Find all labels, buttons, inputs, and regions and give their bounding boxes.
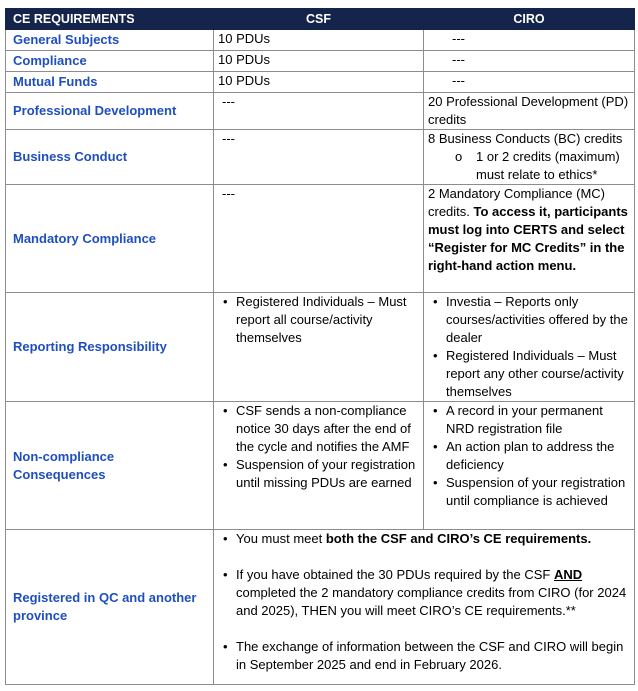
header-csf: CSF [214, 9, 424, 30]
header-ciro: CIRO [424, 9, 635, 30]
csf-mutual-funds: 10 PDUs [214, 72, 424, 93]
bullet-2-and-underline: AND [553, 567, 583, 582]
row-general-subjects [6, 30, 635, 51]
csf-mandatory-compliance: --- [214, 185, 424, 293]
csf-non-compliance-list [218, 402, 419, 492]
label-mutual-funds: Mutual Funds [6, 72, 214, 93]
ciro-business-conduct-main: 8 Business Conducts (BC) credits [428, 131, 623, 146]
ciro-non-compliance-consequences [424, 402, 635, 530]
row-mutual-funds [6, 72, 635, 93]
header-row [6, 9, 635, 30]
ciro-mandatory-compliance-instructions: To access it, participants must log into CERTS and select “Register for MC Credits” in the right-hand action menu. [428, 204, 628, 273]
list-item: • Suspension of your registration until compliance is achieved [428, 474, 630, 510]
list-item: • Registered Individuals – Must report any other course/activity themselves [428, 347, 630, 401]
label-professional-development: Professional Development [6, 93, 214, 130]
csf-reporting-responsibility [214, 293, 424, 402]
ciro-professional-development: 20 Professional Development (PD) credits [424, 93, 635, 130]
label-registered-qc: Registered in QC and another province [6, 530, 214, 685]
bullet-2-and [554, 567, 582, 582]
ciro-mutual-funds: --- [424, 72, 635, 93]
bullet-2-after: completed the 2 mandatory compliance credits from CIRO (for 2024 and 2025), THEN you will meet CIRO’s CE requirements.** [236, 585, 627, 618]
spacer [218, 548, 630, 566]
ciro-general-subjects: --- [424, 30, 635, 51]
label-general-subjects: General Subjects [6, 30, 214, 51]
ciro-mandatory-compliance-text: 2 Mandatory Compliance (MC) credits. [428, 186, 606, 219]
ciro-business-conduct-sublist [428, 148, 630, 184]
ciro-mandatory-compliance [424, 185, 635, 293]
list-item [218, 530, 630, 548]
ce-requirements-table [5, 8, 635, 685]
registered-qc-list [218, 530, 630, 674]
csf-business-conduct: --- [214, 130, 424, 185]
ciro-reporting-list [428, 293, 630, 401]
label-compliance: Compliance [6, 51, 214, 72]
row-mandatory-compliance [6, 185, 635, 293]
list-item: • An action plan to address the deficiency [428, 438, 630, 474]
spacer [218, 620, 630, 638]
list-item: • Registered Individuals – Must report all course/activity themselves [218, 293, 419, 347]
row-professional-development [6, 93, 635, 130]
csf-reporting-list [218, 293, 419, 347]
csf-general-subjects: 10 PDUs [214, 30, 424, 51]
ciro-non-compliance-list [428, 402, 630, 510]
csf-non-compliance-consequences [214, 402, 424, 530]
ciro-reporting-responsibility [424, 293, 635, 402]
list-item: • Suspension of your registration until missing PDUs are earned [218, 456, 419, 492]
csf-compliance: 10 PDUs [214, 51, 424, 72]
csf-professional-development: --- [214, 93, 424, 130]
row-compliance [6, 51, 635, 72]
ciro-business-conduct-subitem: o 1 or 2 credits (maximum) must relate to ethics* [428, 148, 630, 184]
row-registered-qc-and-another-province [6, 530, 635, 685]
ciro-compliance: --- [424, 51, 635, 72]
label-mandatory-compliance: Mandatory Compliance [6, 185, 214, 293]
list-item: • CSF sends a non-compliance notice 30 days after the end of the cycle and notifies the AMF [218, 402, 419, 456]
row-business-conduct [6, 130, 635, 185]
row-non-compliance-consequences [6, 402, 635, 530]
bullet-2-before: If you have obtained the 30 PDUs required by the CSF [236, 567, 554, 582]
bullet-1-text: You must meet [236, 531, 326, 546]
merged-registered-qc [214, 530, 635, 685]
label-reporting-responsibility: Reporting Responsibility [6, 293, 214, 402]
list-item: • The exchange of information between the CSF and CIRO will begin in September 2025 and end in February 2026. [218, 638, 630, 674]
header-ce-requirements: CE REQUIREMENTS [6, 9, 214, 30]
list-item: • A record in your permanent NRD registration file [428, 402, 630, 438]
label-business-conduct: Business Conduct [6, 130, 214, 185]
bullet-1-bold: both the CSF and CIRO’s CE requirements. [325, 531, 592, 546]
row-reporting-responsibility [6, 293, 635, 402]
list-item [218, 566, 630, 620]
list-item: • Investia – Reports only courses/activities offered by the dealer [428, 293, 630, 347]
ciro-business-conduct [424, 130, 635, 185]
label-non-compliance-consequences: Non-compliance Consequences [6, 402, 214, 530]
